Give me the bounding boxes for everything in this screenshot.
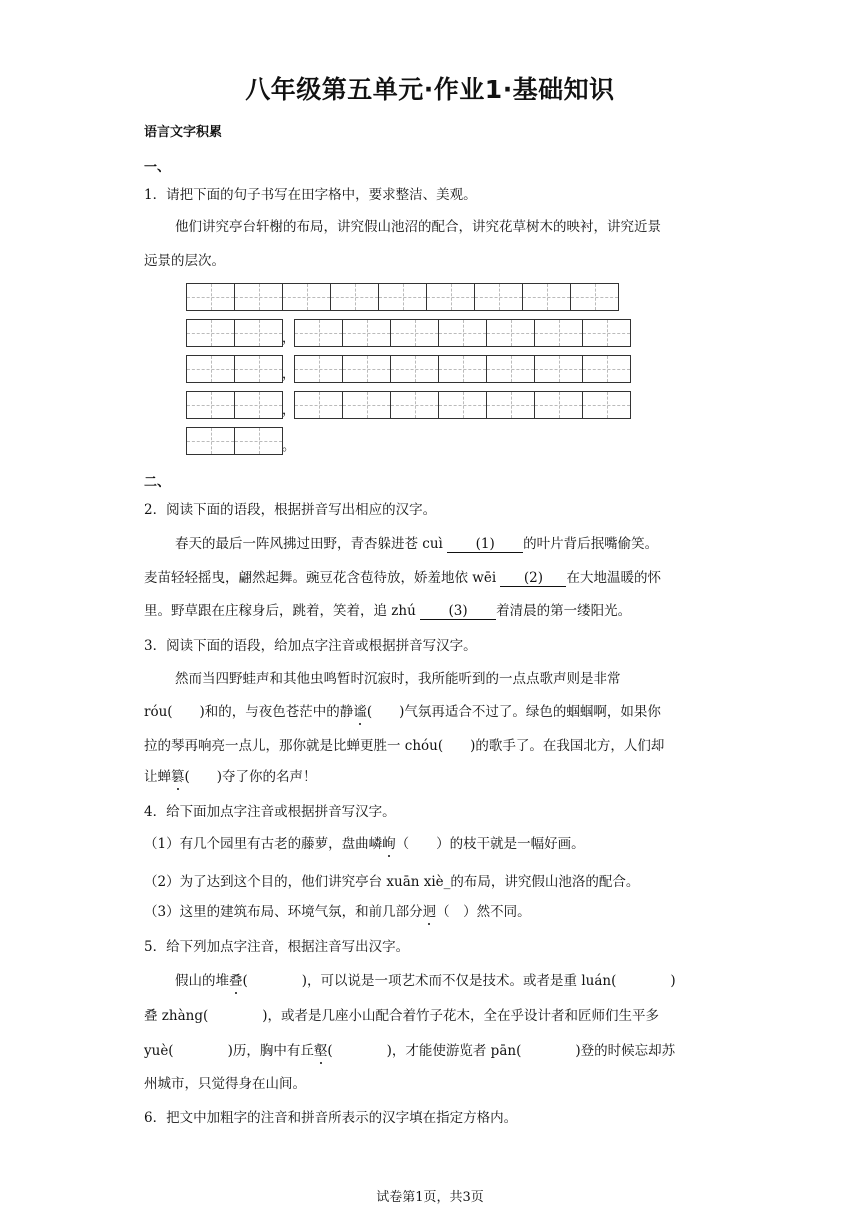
- grid-cell[interactable]: [234, 391, 283, 419]
- grid-cell[interactable]: [342, 391, 391, 419]
- q5-prompt: 5．给下列加点字注音，根据注音写出汉字。: [144, 939, 410, 955]
- q4-item-2: （2）为了达到这个目的，他们讲究亭台 xuān xiè_的布局，讲究假山池洛的配合。: [144, 874, 640, 890]
- q4-text: （ ）然不同。: [436, 904, 531, 920]
- q1-text-line1: 他们讲究亭台轩榭的布局，讲究假山池沼的配合，讲究花草树木的映衬，讲究近景: [175, 219, 661, 235]
- grid-cell[interactable]: [186, 319, 235, 347]
- grid-cell[interactable]: [234, 319, 283, 347]
- q5-text: ( )，才能使游览者 pān( )登的时候忘却苏: [327, 1043, 676, 1059]
- writing-grid-row-5[interactable]: [186, 427, 294, 455]
- q3-prompt: 3．阅读下面的语段，给加点字注音或根据拼音写汉字。: [144, 638, 477, 654]
- q4-text: （1）有几个园里有古老的藤萝，盘曲嶙: [144, 836, 383, 852]
- grid-cell[interactable]: [186, 427, 235, 455]
- grid-cell[interactable]: [474, 283, 523, 311]
- q2-line1: [175, 538, 658, 553]
- grid-cell[interactable]: [186, 283, 235, 311]
- grid-cell[interactable]: [234, 283, 283, 311]
- page-footer: 试卷第1页，共3页: [376, 1190, 484, 1205]
- grid-cell[interactable]: [294, 391, 343, 419]
- grid-cell[interactable]: [282, 283, 331, 311]
- q4-item-3: [144, 906, 531, 920]
- grid-cells[interactable]: [186, 283, 618, 311]
- q4-dotted-char: 峋: [382, 836, 396, 852]
- q3-line1: 然而当四野蛙声和其他虫鸣暂时沉寂时，我所能听到的一点点歌声则是非常: [175, 671, 621, 687]
- writing-grid-row-4[interactable]: [186, 391, 630, 419]
- q3-text: róu( )和的，与夜色苍茫中的静: [144, 704, 354, 720]
- grid-cell[interactable]: [342, 319, 391, 347]
- q5-dotted-char: 叠: [229, 973, 243, 989]
- q3-line3: 拉的琴再响亮一点儿，那你就是比蝉更胜一 chóu( )的歌手了。在我国北方，人们却: [144, 738, 665, 754]
- writing-grid-row-3[interactable]: [186, 355, 630, 383]
- grid-cell[interactable]: [438, 355, 487, 383]
- q3-text: 让蝉: [144, 769, 171, 785]
- grid-cell[interactable]: [426, 283, 475, 311]
- q5-text: ( )，可以说是一项艺术而不仅是技术。或者是重 luán( ): [242, 973, 676, 989]
- q4-text: （ ）的枝干就是一幅好画。: [395, 836, 585, 852]
- grid-cell[interactable]: [582, 319, 631, 347]
- q5-dotted-char: 壑: [313, 1043, 328, 1059]
- grid-cell[interactable]: [390, 355, 439, 383]
- grid-cell[interactable]: [486, 319, 535, 347]
- q2-text: 的叶片背后抿嘴偷笑。: [523, 536, 659, 552]
- q2-text: 里。野草跟在庄稼身后，跳着，笑着，追 zhú: [144, 603, 416, 619]
- grid-cell[interactable]: [486, 355, 535, 383]
- grid-cell[interactable]: [570, 283, 619, 311]
- q2-blank-1[interactable]: (1): [447, 538, 523, 553]
- q2-blank-3[interactable]: (3): [420, 605, 496, 620]
- q3-line4: [144, 771, 317, 785]
- q3-text: ( )夺了你的名声！: [184, 769, 317, 785]
- q5-line4: 州城市，只觉得身在山间。: [144, 1076, 306, 1092]
- q2-line2: [144, 572, 661, 587]
- grid-cell[interactable]: [342, 355, 391, 383]
- grid-cell[interactable]: [186, 355, 235, 383]
- section-heading: 语言文字积累: [144, 125, 223, 140]
- grid-punctuation: ，: [282, 403, 296, 418]
- q1-text-line2: 远景的层次。: [144, 253, 225, 269]
- q4-dotted-char: 迥: [422, 904, 437, 920]
- q3-dotted-char: 篡: [171, 769, 185, 785]
- writing-grid-row-1[interactable]: [186, 283, 618, 311]
- grid-cell[interactable]: [534, 391, 583, 419]
- q5-line1: [175, 975, 676, 989]
- q2-text: 春天的最后一阵风拂过田野，青杏躲进苍 cuì: [175, 536, 443, 552]
- writing-grid-row-2[interactable]: [186, 319, 630, 347]
- q2-text: 着清晨的第一缕阳光。: [496, 603, 632, 619]
- q2-prompt: 2．阅读下面的语段，根据拼音写出相应的汉字。: [144, 502, 437, 518]
- q2-line3: [144, 605, 631, 620]
- grid-punctuation: ，: [282, 367, 296, 382]
- grid-cell[interactable]: [582, 391, 631, 419]
- part-two-label: 二、: [144, 475, 171, 490]
- q2-blank-2[interactable]: (2): [500, 572, 566, 587]
- grid-cell[interactable]: [582, 355, 631, 383]
- q1-prompt: 1．请把下面的句子书写在田字格中，要求整洁、美观。: [144, 187, 477, 203]
- q2-text: 在大地温暖的怀: [566, 570, 661, 586]
- q5-line3: [144, 1045, 675, 1059]
- grid-cell[interactable]: [390, 319, 439, 347]
- q5-text: 假山的堆: [175, 973, 229, 989]
- grid-cell[interactable]: [378, 283, 427, 311]
- grid-cell[interactable]: [522, 283, 571, 311]
- q3-text: ( )气氛再适合不过了。绿色的蝈蝈啊，如果你: [366, 704, 661, 720]
- grid-end-punctuation: 。: [282, 439, 296, 454]
- grid-cell[interactable]: [294, 319, 343, 347]
- grid-cell[interactable]: [534, 355, 583, 383]
- q4-prompt: 4．给下面加点字注音或根据拼音写汉字。: [144, 804, 396, 820]
- grid-cell[interactable]: [438, 319, 487, 347]
- q5-line2: 叠 zhàng( )，或者是几座小山配合着竹子花木，全在乎设计者和匠师们生平多: [144, 1008, 660, 1024]
- q4-item-1: [144, 838, 585, 852]
- grid-cell[interactable]: [486, 391, 535, 419]
- grid-cell[interactable]: [234, 355, 283, 383]
- grid-cell[interactable]: [234, 427, 283, 455]
- grid-cell[interactable]: [438, 391, 487, 419]
- grid-cell[interactable]: [294, 355, 343, 383]
- grid-cell[interactable]: [186, 391, 235, 419]
- q3-line2: [144, 706, 661, 720]
- q2-text: 麦苗轻轻摇曳，翩然起舞。豌豆花含苞待放，娇羞地依 wēi: [144, 570, 497, 586]
- q6-prompt: 6．把文中加粗字的注音和拼音所表示的汉字填在指定方格内。: [144, 1110, 518, 1126]
- grid-cell[interactable]: [390, 391, 439, 419]
- q5-text: yuè( )历，胸中有丘: [144, 1043, 314, 1059]
- q4-text: （3）这里的建筑布局、环境气氛，和前几部分: [144, 904, 423, 920]
- q3-dotted-char: 谧: [353, 704, 367, 720]
- part-one-label: 一、: [144, 160, 171, 175]
- grid-cell[interactable]: [534, 319, 583, 347]
- grid-cell[interactable]: [330, 283, 379, 311]
- page-title: 八年级第五单元·作业1·基础知识: [245, 75, 615, 104]
- grid-punctuation: ，: [282, 331, 296, 346]
